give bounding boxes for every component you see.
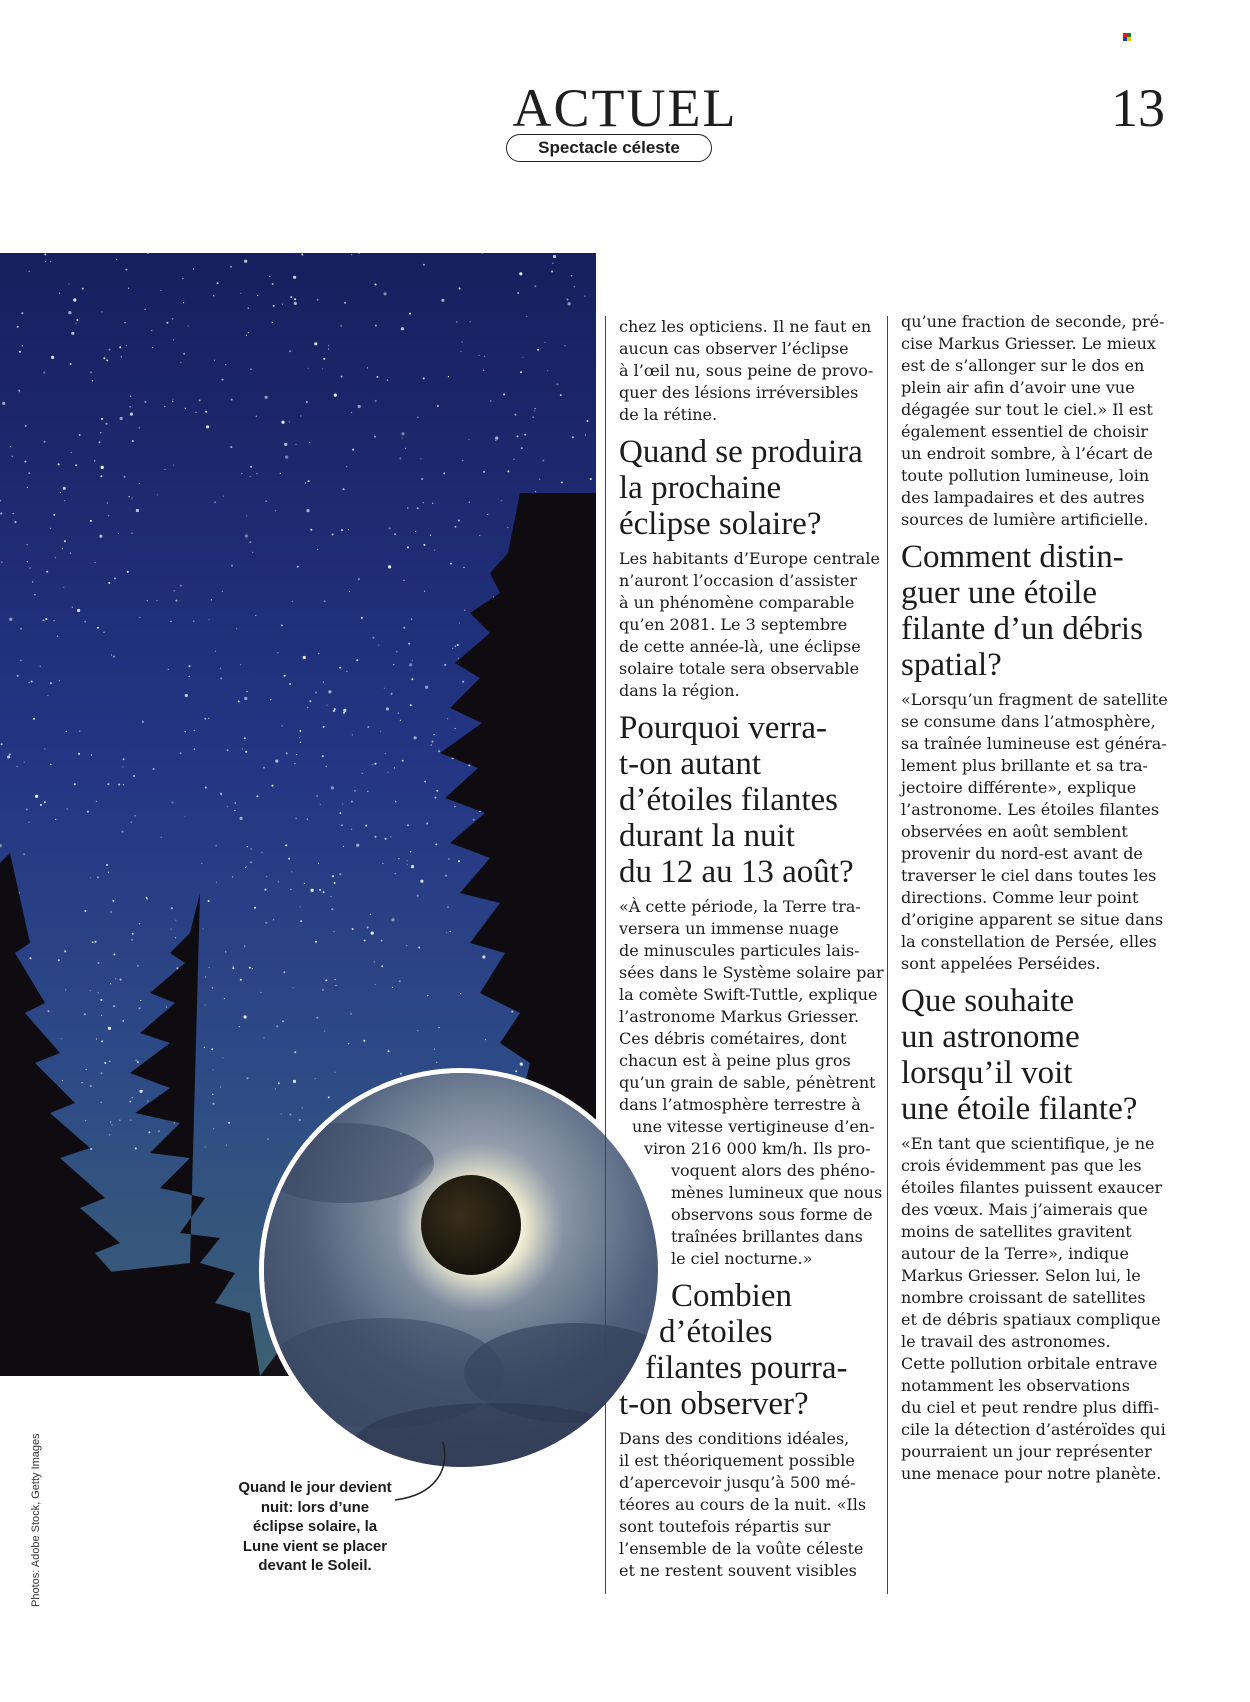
text-line: l’ensemble de la voûte céleste bbox=[619, 1539, 864, 1558]
column-rule bbox=[887, 316, 888, 1594]
text-line: pourraient un jour représenter bbox=[901, 1442, 1152, 1461]
text-line: étoiles filantes puissent exaucer bbox=[901, 1178, 1163, 1197]
heading-line: d’étoiles filantes bbox=[619, 782, 839, 818]
heading-line: lorsqu’il voit bbox=[901, 1055, 1073, 1091]
text-line: sources de lumière artificielle. bbox=[901, 510, 1149, 529]
text-line: qu’un grain de sable, pénètrent bbox=[619, 1073, 876, 1092]
text-line: l’astronome Markus Griesser. bbox=[619, 1007, 860, 1026]
text-line: mènes lumineux que nous bbox=[671, 1183, 883, 1202]
section-tag: Spectacle céleste bbox=[506, 134, 712, 162]
text-line: sées dans le Système solaire par bbox=[619, 963, 884, 982]
text-line: chacun est à peine plus gros bbox=[619, 1051, 851, 1070]
text-line: solaire totale sera observable bbox=[619, 659, 860, 678]
caption-line: nuit: lors d’une bbox=[260, 1498, 370, 1516]
text-line: de la rétine. bbox=[619, 405, 718, 424]
text-line: à un phénomène comparable bbox=[619, 593, 855, 612]
page-number: 13 bbox=[1111, 78, 1165, 138]
heading-line: filantes pourra- bbox=[645, 1350, 848, 1386]
text-line: «Lorsqu’un fragment de satellite bbox=[901, 690, 1168, 709]
heading-line: guer une étoile bbox=[901, 575, 1098, 611]
heading-line: t-on autant bbox=[619, 746, 762, 782]
print-registration-mark bbox=[1123, 33, 1132, 42]
text-line: la comète Swift-Tuttle, explique bbox=[619, 985, 878, 1004]
text-line: Markus Griesser. Selon lui, le bbox=[901, 1266, 1141, 1285]
text-line: versera un immense nuage bbox=[619, 919, 839, 938]
text-line: Dans des conditions idéales, bbox=[619, 1429, 850, 1448]
text-line: de cette année-là, une éclipse bbox=[619, 637, 861, 656]
text-line: est de s’allonger sur le dos en bbox=[901, 356, 1145, 375]
text-line: traverser le ciel dans toutes les bbox=[901, 866, 1157, 885]
paragraph bbox=[901, 689, 1168, 975]
text-line: voquent alors des phéno- bbox=[671, 1161, 876, 1180]
text-line: cile la détection d’astéroïdes qui bbox=[901, 1420, 1166, 1439]
question-heading bbox=[619, 434, 881, 542]
heading-line: Pourquoi verra- bbox=[619, 710, 828, 746]
question-heading bbox=[619, 1278, 881, 1422]
caption-pointer-line bbox=[395, 1440, 455, 1520]
heading-line: un astronome bbox=[901, 1019, 1080, 1055]
paragraph bbox=[619, 1428, 881, 1582]
paragraph bbox=[619, 896, 884, 1270]
column-rule bbox=[605, 316, 606, 1594]
text-line: lement plus brillante et sa tra- bbox=[901, 756, 1148, 775]
text-line: du ciel et peut rendre plus diffi- bbox=[901, 1398, 1159, 1417]
text-line: il est théoriquement possible bbox=[619, 1451, 855, 1470]
question-heading bbox=[619, 710, 881, 890]
text-line: notamment les observations bbox=[901, 1376, 1130, 1395]
paragraph bbox=[901, 311, 1163, 531]
text-line: traînées brillantes dans bbox=[671, 1227, 863, 1246]
text-line: d’origine apparent se situe dans bbox=[901, 910, 1164, 929]
caption-line: Lune vient se placer bbox=[242, 1537, 388, 1555]
heading-line: Combien bbox=[671, 1278, 792, 1314]
heading-line: la prochaine bbox=[619, 470, 782, 506]
text-line: observons sous forme de bbox=[671, 1205, 873, 1224]
text-line: une menace pour notre planète. bbox=[901, 1464, 1162, 1483]
heading-line: Quand se produira bbox=[619, 434, 863, 470]
text-line: crois évidemment pas que les bbox=[901, 1156, 1142, 1175]
text-line: directions. Comme leur point bbox=[901, 888, 1139, 907]
question-heading bbox=[901, 983, 1163, 1127]
text-line: n’auront l’occasion d’assister bbox=[619, 571, 858, 590]
text-line: également essentiel de choisir bbox=[901, 422, 1148, 441]
text-line: qu’en 2081. Le 3 septembre bbox=[619, 615, 848, 634]
text-line: sa traînée lumineuse est généra- bbox=[901, 734, 1167, 753]
question-heading bbox=[901, 539, 1163, 683]
heading-line: éclipse solaire? bbox=[619, 506, 822, 542]
paragraph bbox=[619, 316, 881, 426]
text-line: jectoire différente», explique bbox=[901, 778, 1137, 797]
text-line: Cette pollution orbitale entrave bbox=[901, 1354, 1158, 1373]
heading-line: Comment distin- bbox=[901, 539, 1124, 575]
text-line: à l’œil nu, sous peine de provo- bbox=[619, 361, 874, 380]
text-line: aucun cas observer l’éclipse bbox=[619, 339, 849, 358]
paragraph bbox=[619, 548, 881, 702]
photo-caption bbox=[220, 1478, 410, 1576]
text-line: chez les opticiens. Il ne faut en bbox=[619, 317, 872, 336]
eclipse-photo bbox=[259, 1068, 663, 1472]
caption-line: éclipse solaire, la bbox=[252, 1518, 378, 1535]
heading-line: filante d’un débris bbox=[901, 611, 1143, 647]
text-line: sont toutefois répartis sur bbox=[619, 1517, 831, 1536]
text-line: des vœux. Mais j’aimerais que bbox=[901, 1200, 1148, 1219]
heading-line: une étoile filante? bbox=[901, 1091, 1138, 1127]
text-line: toute pollution lumineuse, loin bbox=[901, 466, 1150, 485]
text-line: dans l’atmosphère terrestre à bbox=[619, 1095, 861, 1114]
text-line: viron 216 000 km/h. Ils pro- bbox=[644, 1139, 871, 1158]
text-line: se consume dans l’atmosphère, bbox=[901, 712, 1156, 731]
text-line: dégagée sur tout le ciel.» Il est bbox=[901, 400, 1153, 419]
text-line: «À cette période, la Terre tra- bbox=[619, 897, 861, 916]
text-line: nombre croissant de satellites bbox=[901, 1288, 1146, 1307]
heading-line: d’étoiles bbox=[659, 1314, 773, 1350]
text-line: des lampadaires et des autres bbox=[901, 488, 1145, 507]
text-line: quer des lésions irréversibles bbox=[619, 383, 859, 402]
text-line: d’apercevoir jusqu’à 500 mé- bbox=[619, 1473, 856, 1492]
heading-line: du 12 au 13 août? bbox=[619, 854, 854, 890]
heading-line: Que souhaite bbox=[901, 983, 1075, 1019]
text-line: moins de satellites gravitent bbox=[901, 1222, 1132, 1241]
heading-line: spatial? bbox=[901, 647, 1002, 683]
text-line: autour de la Terre», indique bbox=[901, 1244, 1129, 1263]
text-line: et ne restent souvent visibles bbox=[619, 1561, 857, 1580]
text-line: sont appelées Perséides. bbox=[901, 954, 1101, 973]
article-column-2 bbox=[901, 311, 1168, 1485]
text-line: et de débris spatiaux complique bbox=[901, 1310, 1161, 1329]
caption-line: devant le Soleil. bbox=[258, 1557, 372, 1574]
text-line: une vitesse vertigineuse d’en- bbox=[632, 1117, 875, 1136]
heading-line: t-on observer? bbox=[619, 1386, 809, 1422]
text-line: provenir du nord-est avant de bbox=[901, 844, 1143, 863]
text-line: dans la région. bbox=[619, 681, 740, 700]
paragraph bbox=[901, 1133, 1166, 1485]
text-line: cise Markus Griesser. Le mieux bbox=[901, 334, 1156, 353]
text-line: «En tant que scientifique, je ne bbox=[901, 1134, 1155, 1153]
text-line: le ciel nocturne.» bbox=[671, 1249, 813, 1268]
text-line: Ces débris cométaires, dont bbox=[619, 1029, 847, 1048]
text-line: la constellation de Persée, elles bbox=[901, 932, 1157, 951]
text-line: de minuscules particules lais- bbox=[619, 941, 860, 960]
section-title: ACTUEL bbox=[512, 78, 738, 138]
text-line: qu’une fraction de seconde, pré- bbox=[901, 312, 1165, 331]
text-line: observées en août semblent bbox=[901, 822, 1128, 841]
photo-credit: Photos: Adobe Stock, Getty Images bbox=[30, 1433, 42, 1607]
text-line: le travail des astronomes. bbox=[901, 1332, 1111, 1351]
text-line: l’astronome. Les étoiles filantes bbox=[901, 800, 1160, 819]
text-line: un endroit sombre, à l’écart de bbox=[901, 444, 1153, 463]
text-line: Les habitants d’Europe centrale bbox=[619, 549, 880, 568]
caption-line: Quand le jour devient bbox=[238, 1479, 392, 1496]
text-line: téores au cours de la nuit. «Ils bbox=[619, 1495, 867, 1514]
heading-line: durant la nuit bbox=[619, 818, 795, 854]
text-line: plein air afin d’avoir une vue bbox=[901, 378, 1135, 397]
article-column-1 bbox=[619, 316, 884, 1582]
